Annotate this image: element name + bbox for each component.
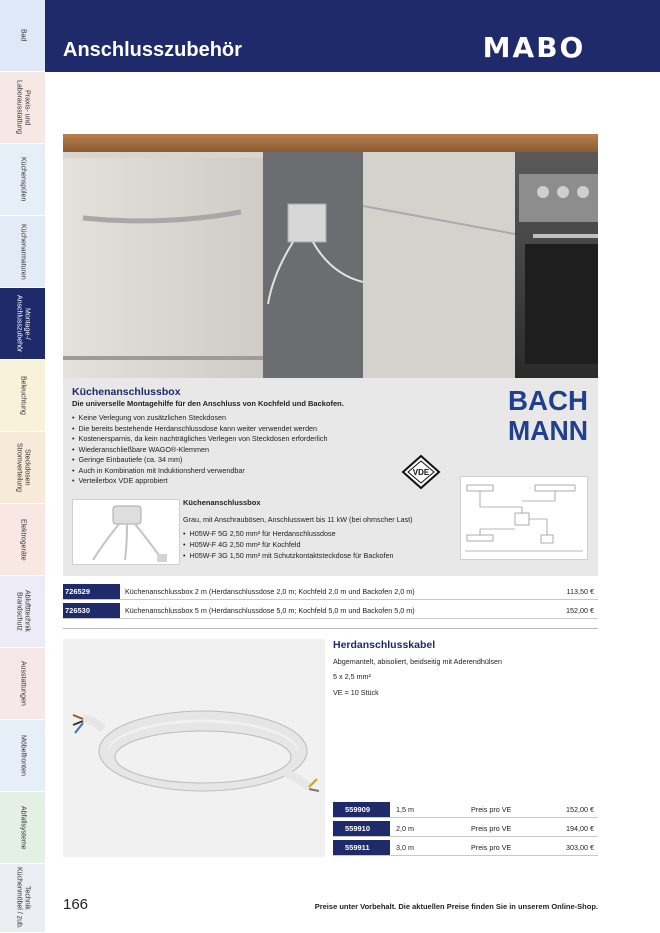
cable-item: • H05W-F 4G 2,50 mm² für Kochfeld bbox=[183, 539, 394, 550]
cable-product-photo bbox=[63, 639, 325, 857]
article-price: 194,00 € bbox=[566, 824, 594, 833]
variant-title: Küchenanschlussbox bbox=[183, 498, 261, 507]
tab-montage-anschlusszubehoer[interactable]: Montage-/ Anschlusszubehör bbox=[0, 288, 45, 360]
price-disclaimer: Preise unter Vorbehalt. Die aktuellen Preise finden Sie in unserem Online-Shop. bbox=[314, 902, 598, 911]
article-number: 559910 bbox=[333, 821, 390, 836]
bachmann-logo bbox=[506, 384, 590, 442]
article-price: 152,00 € bbox=[566, 606, 594, 615]
svg-text:MABO: MABO bbox=[482, 32, 586, 62]
order-row[interactable] bbox=[333, 840, 598, 856]
order-row[interactable] bbox=[333, 821, 598, 837]
tab-technik-kuechenmoebel[interactable]: Technik Küchenmöbel / zub. bbox=[0, 864, 45, 933]
mabo-logo bbox=[470, 32, 598, 62]
article-description: Küchenanschlussbox 2 m (Herdanschlussdose 2,0 m; Kochfeld 2,0 m und Backofen 2,0 m) bbox=[125, 587, 415, 596]
article-description: Küchenanschlussbox 5 m (Herdanschlussdose 5,0 m; Kochfeld 5,0 m und Backofen 5,0 m) bbox=[125, 606, 415, 615]
cable-length: 1,5 m bbox=[396, 805, 414, 814]
article-price: 113,50 € bbox=[566, 587, 594, 596]
product-box-kuechenanschlussbox bbox=[63, 378, 598, 576]
tab-beleuchtung[interactable]: Beleuchtung bbox=[0, 360, 45, 432]
product-description: Abgemantelt, abisoliert, beidseitig mit Aderendhülsen bbox=[333, 657, 503, 666]
product-spec: 5 x 2,5 mm² bbox=[333, 672, 371, 681]
feature-item: • Auch in Kombination mit Induktionsherd verwendbar bbox=[72, 466, 327, 477]
svg-text:VDE: VDE bbox=[412, 468, 430, 477]
tab-steckdosen-stromverteilung[interactable]: Steckdosen Stromverteilung bbox=[0, 432, 45, 504]
tab-moebelfronten[interactable]: Möbelfronten bbox=[0, 720, 45, 792]
page-header bbox=[45, 0, 660, 72]
vde-approval-icon bbox=[401, 454, 441, 490]
feature-item: • Wiederanschließbare WAGO®-Klemmen bbox=[72, 445, 327, 456]
section-divider bbox=[63, 628, 598, 629]
price-label: Preis pro VE bbox=[471, 805, 512, 814]
cable-list bbox=[183, 528, 394, 561]
packaging-unit: VE = 10 Stück bbox=[333, 688, 379, 697]
svg-text:BACH: BACH bbox=[508, 385, 588, 416]
wiring-diagram bbox=[460, 476, 588, 560]
connection-box-product-photo bbox=[72, 499, 180, 565]
article-price: 152,00 € bbox=[566, 805, 594, 814]
cable-length: 3,0 m bbox=[396, 843, 414, 852]
order-row[interactable] bbox=[63, 603, 598, 619]
article-number: 726530 bbox=[63, 603, 120, 618]
article-number: 559909 bbox=[333, 802, 390, 817]
page-number: 166 bbox=[63, 896, 89, 913]
feature-item: • Verteilerbox VDE approbiert bbox=[72, 476, 327, 487]
tab-praxis-laborausstattung[interactable]: Praxis- und Laborausstattung bbox=[0, 72, 45, 144]
cable-item: • H05W-F 5G 2,50 mm² für Herdanschlussdose bbox=[183, 528, 394, 539]
tab-elektrogeraete[interactable]: Elektrogeräte bbox=[0, 504, 45, 576]
feature-item: • Geringe Einbautiefe (ca. 34 mm) bbox=[72, 455, 327, 466]
tab-bad[interactable]: Bad bbox=[0, 0, 45, 72]
price-label: Preis pro VE bbox=[471, 843, 512, 852]
kitchen-installation-photo bbox=[63, 134, 598, 378]
price-label: Preis pro VE bbox=[471, 824, 512, 833]
tab-ablufttechnik-brandschutz[interactable]: Abluftttechnik Brandschutz bbox=[0, 576, 45, 648]
product-subtitle: Die universelle Montagehilfe für den Anschluss von Kochfeld und Backofen. bbox=[72, 399, 344, 408]
product-title: Küchenanschlussbox bbox=[72, 386, 181, 398]
cable-length: 2,0 m bbox=[396, 824, 414, 833]
feature-item: • Kostenersparnis, da kein nachträgliches Verlegen von Steckdosen erforderlich bbox=[72, 434, 327, 445]
section-tab-strip bbox=[0, 0, 45, 933]
tab-kuechenspuelen[interactable]: Küchenspülen bbox=[0, 144, 45, 216]
article-number: 559911 bbox=[333, 840, 390, 855]
tab-ausstattungen[interactable]: Ausstattungen bbox=[0, 648, 45, 720]
feature-list bbox=[72, 413, 327, 487]
feature-item: • Keine Verlegung von zusätzlichen Steckdosen bbox=[72, 413, 327, 424]
page-title: Anschlusszubehör bbox=[63, 39, 242, 61]
tab-kuechenarmaturen[interactable]: Küchenarmaturen bbox=[0, 216, 45, 288]
svg-text:MANN: MANN bbox=[508, 415, 588, 442]
tab-abfallsysteme[interactable]: Abfallsysteme bbox=[0, 792, 45, 864]
variant-description: Grau, mit Anschraubösen, Anschlusswert bis 11 kW (bei ohmscher Last) bbox=[183, 515, 413, 524]
feature-item: • Die bereits bestehende Herdanschlussdose kann weiter verwendet werden bbox=[72, 424, 327, 435]
product-title: Herdanschlusskabel bbox=[333, 639, 436, 651]
order-row[interactable] bbox=[333, 802, 598, 818]
cable-item: • H05W-F 3G 1,50 mm² mit Schutzkontaktsteckdose für Backofen bbox=[183, 550, 394, 561]
article-price: 303,00 € bbox=[566, 843, 594, 852]
order-row[interactable] bbox=[63, 584, 598, 600]
article-number: 726529 bbox=[63, 584, 120, 599]
